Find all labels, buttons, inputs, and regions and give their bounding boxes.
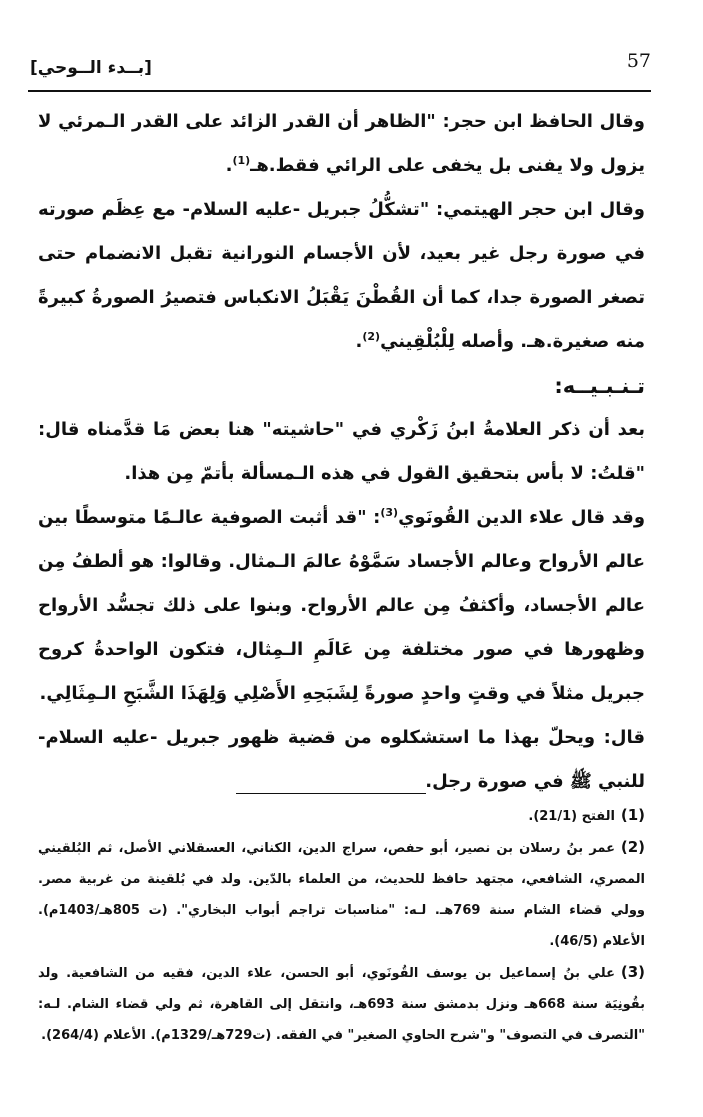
paragraph-haytami — [38, 188, 645, 364]
main-text — [38, 100, 645, 804]
footnote-text: عمر بنُ رسلان بن نصير، أبو حفص، سراج الدين، الكناني، العسقلاني الأصل، ثم البُلقيني المصري، الشافعي، مجتهد حافظ للحديث، من العلماء بالدّين. ولد في بُلقينة من غربية مصر. وولي قضاء الشام سنة 769هـ. لـه: "مناسبات تراجم أبواب البخاري". (ت 805هـ/1403م). الأعلام (46/5). — [38, 841, 645, 949]
footnote-ref-1: (1) — [232, 154, 251, 167]
paragraph-conclusion: قال: ويحلّ بهذا ما استشكلوه من قضية ظهور جبريل -عليه السلام- للنبي ﷺ في صورة رجل. — [38, 727, 645, 792]
footnote-ref-2: (2) — [362, 330, 381, 343]
footnote-text: الفتح (21/1). — [528, 809, 615, 824]
footnotes — [38, 800, 645, 1051]
page-header — [28, 50, 651, 90]
paragraph-text: وقال الحافظ ابن حجر: "الظاهر أن القدر الزائد على القدر الـمرئي لا يزول ولا يفنى بل يخفى على الرائي فقط.هـ — [38, 111, 645, 176]
page-number: 57 — [626, 50, 651, 72]
footnote-item — [38, 832, 645, 957]
footnote-text: علي بنُ إسماعيل بن يوسف القُونَوي، أبو الحسن، علاء الدين، فقيه من الشافعية. ولد بقُونِيَة سنة 668هـ ونزل بدمشق سنة 693هـ، وانتقل إلى القاهرة، ثم ولي قضاء الشام. لـه: "التصرف في التصوف" و"شرح الحاوي الصغير" في الفقه. (ت729هـ/1329م). الأعلام (264/4). — [38, 966, 645, 1043]
paragraph-ibn-hajar — [38, 100, 645, 188]
paragraph-text: وقال ابن حجر الهيتمي: "تشكُّلُ جبريل -عليه السلام- مع عِظَم صورته في صورة رجل غير بعيد، لأن الأجسام النورانية تقبل الانضمام حتى تصغر الصورة جدا، كما أن القُطْنَ يَقْبَلُ الانكباس فتصيرُ الصورةُ كبيرةً منه صغيرة.هـ. وأصله لِلْبُلْقِيني — [38, 199, 645, 352]
footnote-number: (2) — [620, 838, 645, 856]
section-heading: تـنـبـيــه: — [554, 374, 645, 398]
footnote-number: (3) — [620, 963, 645, 981]
running-title: [بــدء الــوحي] — [30, 58, 152, 78]
paragraph-text-continued: : "قد أثبت الصوفية عالـمًا متوسطًا بين عالم الأرواح وعالم الأجساد سَمَّوْهُ عالمَ الـمثال. وقالوا: هو ألطفُ مِن عالم الأجساد، وأكثفُ مِن عالم الأرواح. وبنوا على ذلك تجسُّد الأرواح وظهورها في صور مختلفة مِن عَالَمِ الـمِثال، فتكون الواحدةُ كروح جبريل مثلاً في وقتٍ واحدٍ صورةً لِشَبَحِهِ الأَصْلِي وَلِهَذَا الشَّبَحِ الـمِثَالِي. — [38, 507, 645, 704]
paragraph-text: وقد قال علاء الدين القُونَوي — [398, 507, 646, 528]
header-divider — [28, 90, 651, 92]
paragraph-end: . — [355, 331, 363, 352]
footnote-item — [38, 800, 645, 832]
paragraph-end: . — [225, 155, 233, 176]
footnote-divider — [236, 793, 426, 794]
paragraph-qunawi — [38, 496, 645, 716]
footnote-item — [38, 957, 645, 1051]
footnote-number: (1) — [620, 806, 645, 824]
footnote-ref-3: (3) — [380, 506, 399, 519]
paragraph-ibn-zakri: بعد أن ذكر العلامةُ ابنُ زَكْري في "حاشيته" هنا بعض مَا قدَّمناه قال: "قلتُ: لا بأس بتحقيق القول في هذه الـمسألة بأتمّ مِن هذا. — [38, 419, 645, 484]
